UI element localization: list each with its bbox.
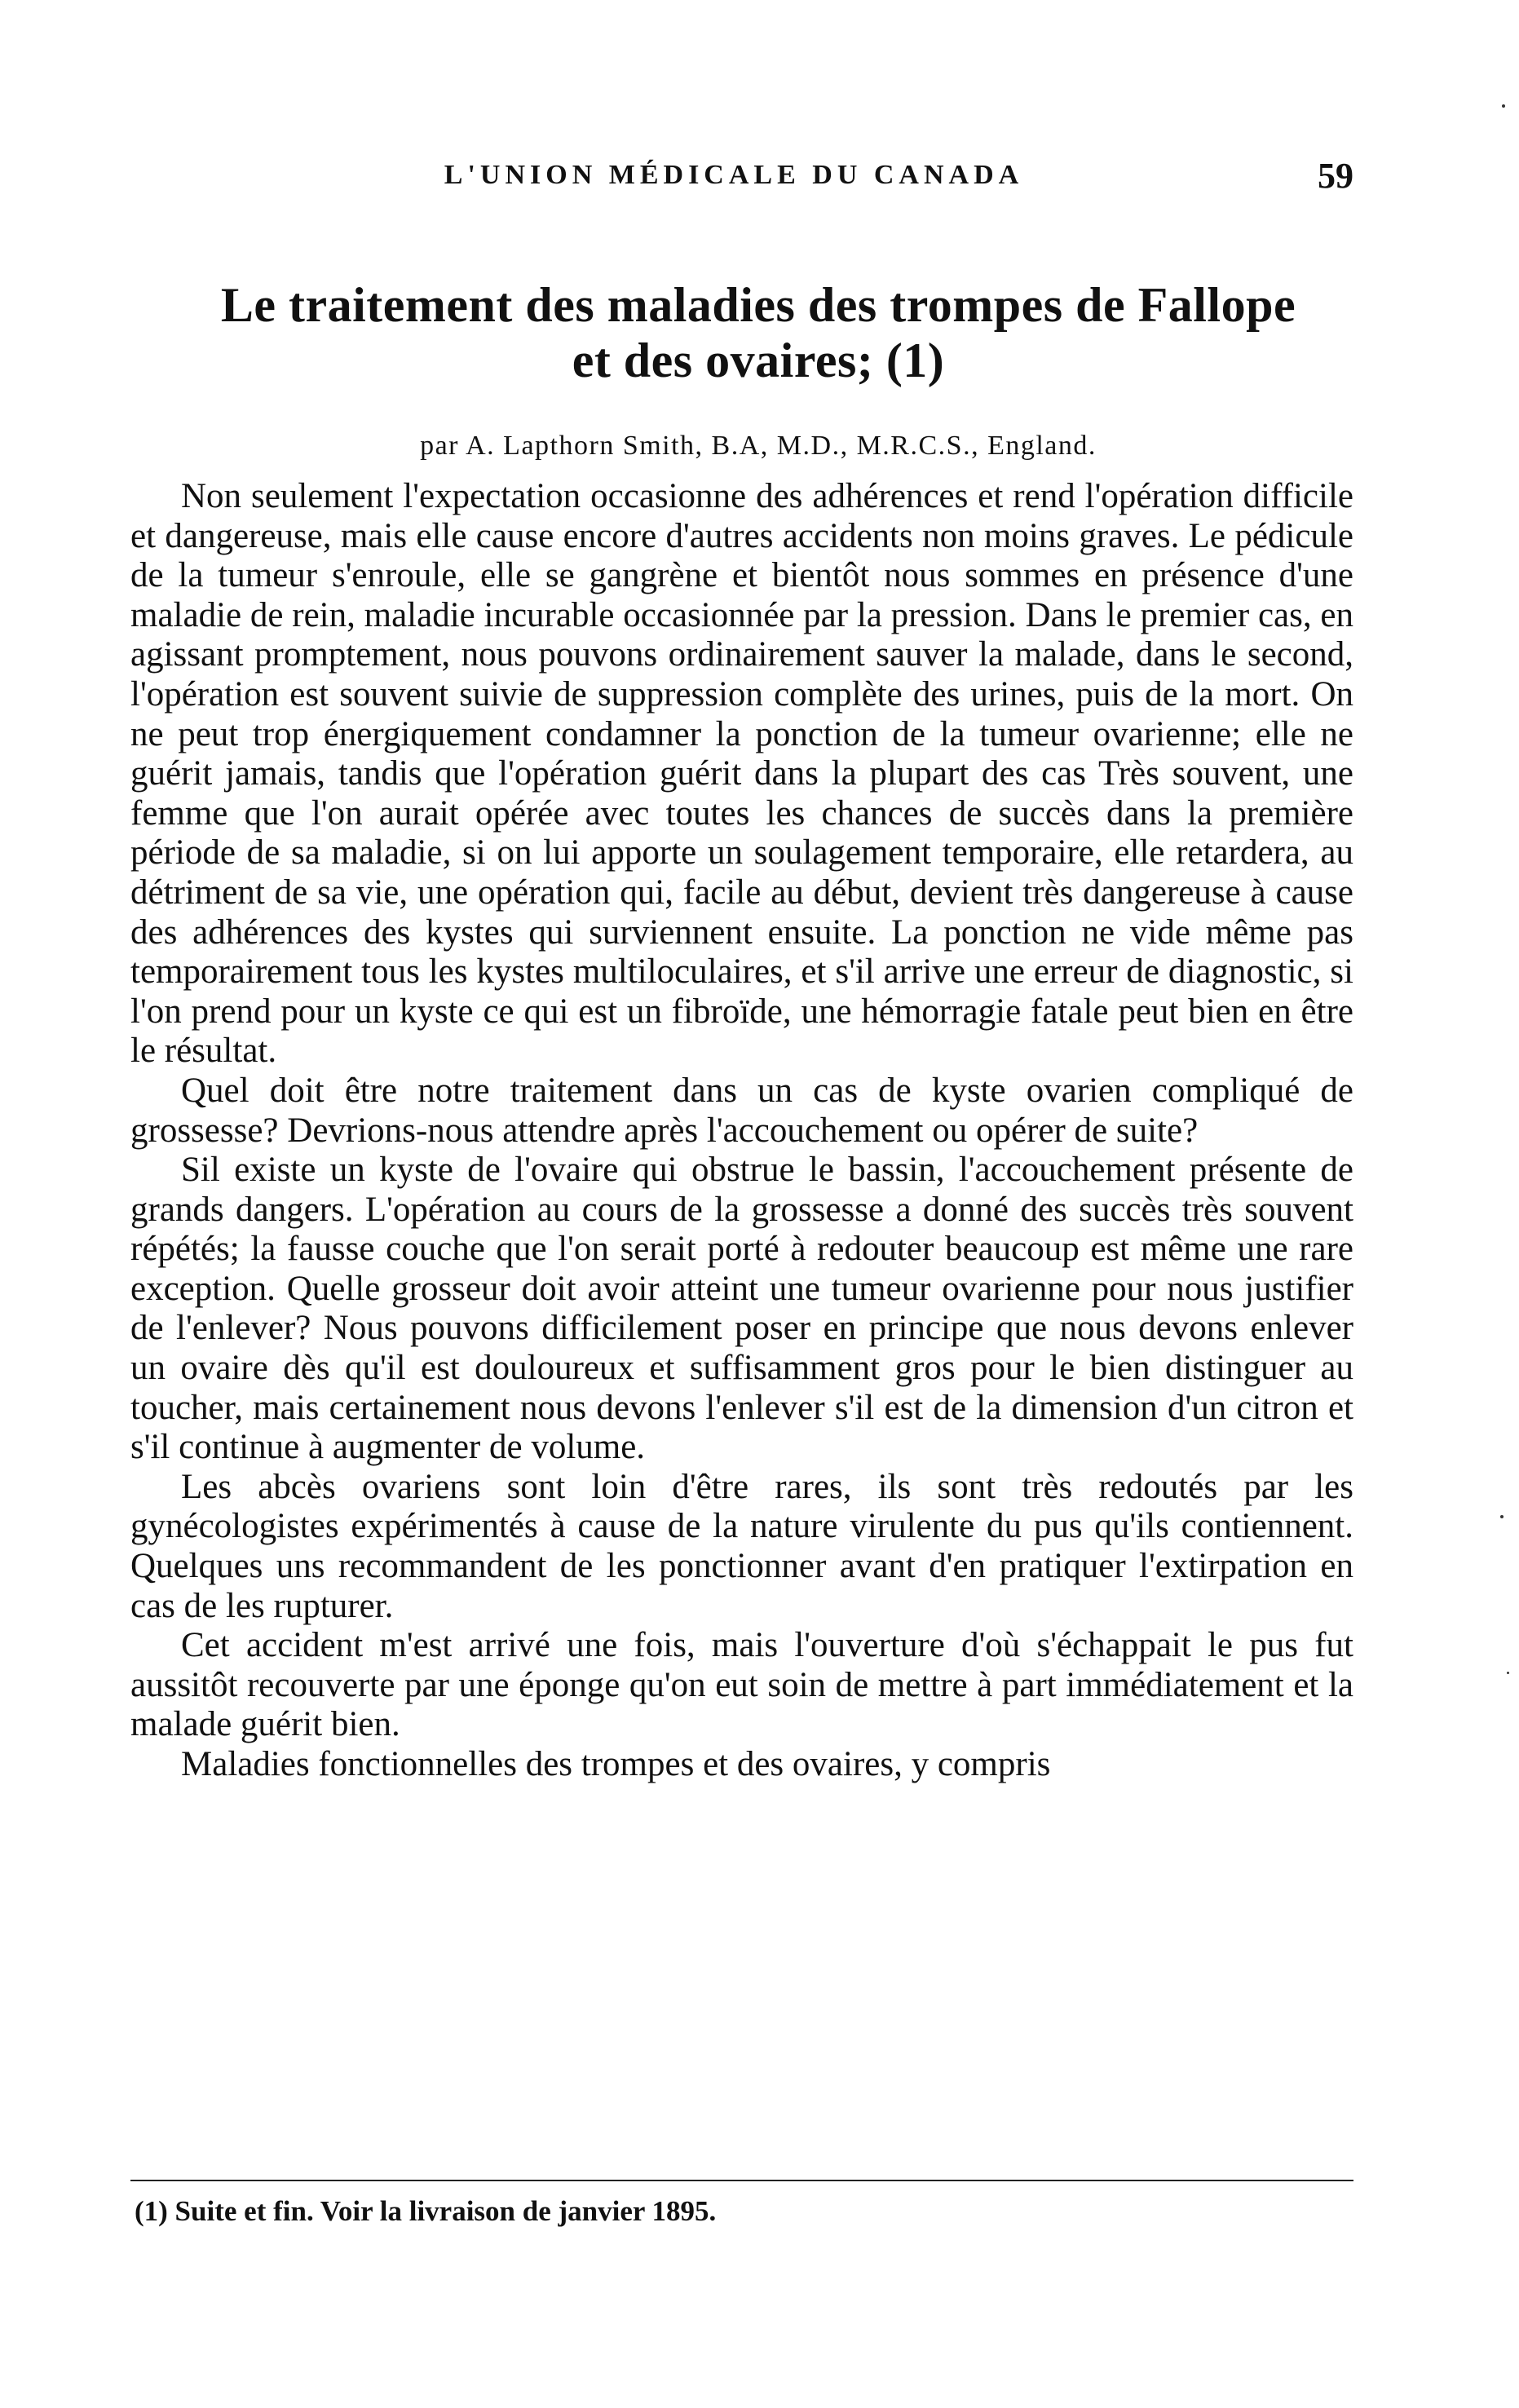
article-title-line-2: et des ovaires; (1) (572, 334, 945, 387)
body-paragraph: Sil existe un kyste de l'ovaire qui obstrue le bassin, l'accouchement présente de grands dangers. L'opération au cours de la grossesse a donné des succès très souvent répétés; la fausse couche que l'on serait porté à redouter beaucoup est même une rare exception. Quelle grosseur doit avoir atteint une tumeur ovarienne pour nous justifier de l'enlever? Nous pouvons difficilement poser en principe que nous devons enlever un ovaire dès qu'il est douloureux et suffisamment gros pour le bien distinguer au toucher, mais certainement nous devons l'enlever s'il est de la dimension d'un citron et s'il continue à augmenter de volume. (130, 1151, 1353, 1467)
article-body (130, 477, 1353, 1785)
running-head (122, 156, 1353, 209)
body-paragraph: Maladies fonctionnelles des trompes et des ovaires, y compris (181, 1745, 1051, 1783)
body-paragraph: Quel doit être notre traitement dans un cas de kyste ovarien compliqué de grossesse? Devrions-nous attendre après l'accouchement ou opérer de suite? (130, 1071, 1353, 1150)
article-title (163, 277, 1353, 388)
page-number: 59 (1318, 156, 1353, 196)
running-title: L'UNION MÉDICALE DU CANADA (444, 160, 1024, 190)
scan-speck (1502, 104, 1505, 108)
article-title-line-1: Le traitement des maladies des trompes de Fallope (220, 278, 1296, 332)
article-header (163, 277, 1353, 462)
body-paragraph: Cet accident m'est arrivé une fois, mais l'ouverture d'où s'échappait le pus fut aussitôt recouverte par une éponge qu'on eut soin de mettre à part immédiatement et la malade guérit bien. (130, 1626, 1353, 1744)
scan-speck (1500, 1515, 1504, 1518)
footnote-divider (130, 2180, 1353, 2181)
scan-speck (1507, 1672, 1509, 1674)
body-paragraph: Non seulement l'expectation occasionne des adhérences et rend l'opération difficile et dangereuse, mais elle cause encore d'autres accidents non moins graves. Le pédicule de la tumeur s'enroule, elle se gangrène et bientôt nous sommes en présence d'une maladie de rein, maladie incurable occasionnée par la pression. Dans le premier cas, en agissant promptement, nous pouvons ordinairement sauver la malade, dans le second, l'opération est souvent suivie de suppression complète des urines, puis de la mort. On ne peut trop énergiquement condamner la ponction de la tumeur ovarienne; elle ne guérit jamais, tandis que l'opération guérit dans la plupart des cas Très souvent, une femme que l'on aurait opérée avec toutes les chances de succès dans la première période de sa maladie, si on lui apporte un soulagement temporaire, elle retardera, au détriment de sa vie, une opération qui, facile au début, devient très dangereuse à cause des adhérences des kystes qui surviennent ensuite. La ponction ne vide même pas temporairement tous les kystes multiloculaires, et s'il arrive une erreur de diagnostic, si l'on prend pour un kyste ce qui est un fibroïde, une hémorragie fatale peut bien en être le résultat. (130, 477, 1353, 1071)
article-byline: par A. Lapthorn Smith, B.A, M.D., M.R.C.S., England. (420, 431, 1097, 461)
body-paragraph: Les abcès ovariens sont loin d'être rares, ils sont très redoutés par les gynécologistes expérimentés à cause de la nature virulente du pus qu'ils contiennent. Quelques uns recommandent de les ponctionner avant d'en pratiquer l'extirpation en cas de les rupturer. (130, 1467, 1353, 1625)
footnote: (1) Suite et fin. Voir la livraison de janvier 1895. (135, 2195, 717, 2227)
